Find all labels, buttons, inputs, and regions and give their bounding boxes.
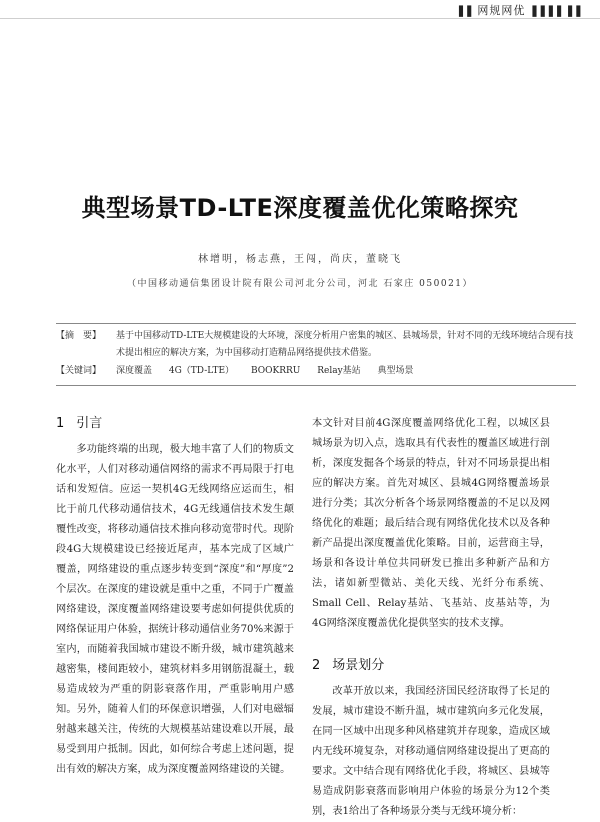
abstract-label: 【摘 要】 <box>56 331 102 341</box>
section-title: 引言 <box>76 416 103 431</box>
scene-paragraph-1: 改革开放以来，我国经济国民经济取得了长足的发展，城市建设不断升温，城市建筑向多元化发展，在同一区域中出现多种风格建筑并存现象，造成区域内无线环境复杂，对移动通信网络建设提出了更高的要求。文中结合现有网络优化手段，将城区、县城等易造成阴影衰落而影响用户体验的场景分为12个类别，表1给出了各种场景分类与无线环境分析： <box>312 686 550 817</box>
author-affiliation: （中国移动通信集团设计院有限公司河北分公司，河北 石家庄 050021） <box>126 279 474 289</box>
keyword-item: 4G（TD-LTE） <box>168 366 235 376</box>
abstract-block <box>56 328 576 362</box>
section-heading-2 <box>312 656 550 676</box>
header-bars-right: ❚❚❚❚ ❚❚ <box>529 4 582 17</box>
body-column-right <box>312 414 550 822</box>
keywords-block <box>56 363 576 380</box>
keywords-label: 【关键词】 <box>56 366 102 376</box>
keyword-item: BOOKRRU <box>250 366 301 376</box>
header-tag <box>456 2 582 18</box>
section-title: 场景划分 <box>332 658 385 673</box>
keyword-item: 深度覆盖 <box>116 366 153 376</box>
abstract-top-rule <box>56 323 576 324</box>
intro-paragraph-2: 本文针对目前4G深度覆盖网络优化工程，以城区县城场景为切入点，选取具有代表性的覆盖区域进行剖析，深度发掘各个场景的特点，针对不同场景提出相应的解决方案。首先对城区、县城4G网络覆盖场景进行分类；其次分析各个场景网络覆盖的不足以及网络优化的难题；最后结合现有网络优化技术以及各种新产品提出深度覆盖优化策略。目前，运营商主导，场景和各设计单位共同研发已推出多种新产品和方法，诸如新型微站、美化天线、光纤分布系统、Small Cell、Relay基站、飞基站、皮基站等，为4G网络深度覆盖优化提供坚实的技术支撑。 <box>312 418 550 629</box>
section-number: 2 <box>312 658 321 673</box>
paper-title: 典型场景TD-LTE深度覆盖优化策略探究 <box>81 194 519 222</box>
header-bars-left: ❚❚ <box>456 4 473 17</box>
header-section-label: 网规网优 <box>477 4 526 17</box>
keyword-item: Relay基站 <box>317 366 361 376</box>
author-list: 林增明，杨志燕，王闯，尚庆，董晓飞 <box>198 254 402 265</box>
header-divider <box>0 18 600 19</box>
intro-paragraph-1: 多功能终端的出现，极大地丰富了人们的物质文化水平，人们对移动通信网络的需求不再局限于打电话和发短信。应运一契机4G无线网络应运而生，相比于前几代移动通信技术，4G无线通信技术发生颠覆性改变，将移动通信技术推向移动宽带时代。现阶段4G大规模建设已经接近尾声，基本完成了区域广覆盖，网络建设的重点逐步转变到“深度”和“厚度”2个层次。在深度的建设就是重中之重，不同于广覆盖网络建设，深度覆盖网络建设要考虑如何提供优质的网络保证用户体验，据统计移动通信业务70%来源于室内，而随着我国城市建设不断升级，城市建筑越来越密集，楼间距较小，建筑材料多用钢筋混凝土，载易造成较为严重的阴影衰落作用，严重影响用户感知。另外，随着人们的环保意识增强，人们对电磁辐射越来越关注，传统的大规模基站建设难以开展，最易受到用户抵制。因此，如何综合考虑上述问题，提出有效的解决方案，成为深度覆盖网络建设的关键。 <box>56 444 294 775</box>
abstract-bottom-rule <box>56 385 576 386</box>
keywords-list <box>116 363 576 380</box>
section-number: 1 <box>56 416 65 431</box>
keyword-item: 典型场景 <box>377 366 414 376</box>
body-column-left <box>56 414 294 780</box>
abstract-text: 基于中国移动TD-LTE大规模建设的大环境，深度分析用户密集的城区、县城场景，针对不同的无线环境结合现有技术提出相应的解决方案，为中国移动打造精品网络提供技术借鉴。 <box>116 331 574 358</box>
section-heading-1 <box>56 414 294 434</box>
